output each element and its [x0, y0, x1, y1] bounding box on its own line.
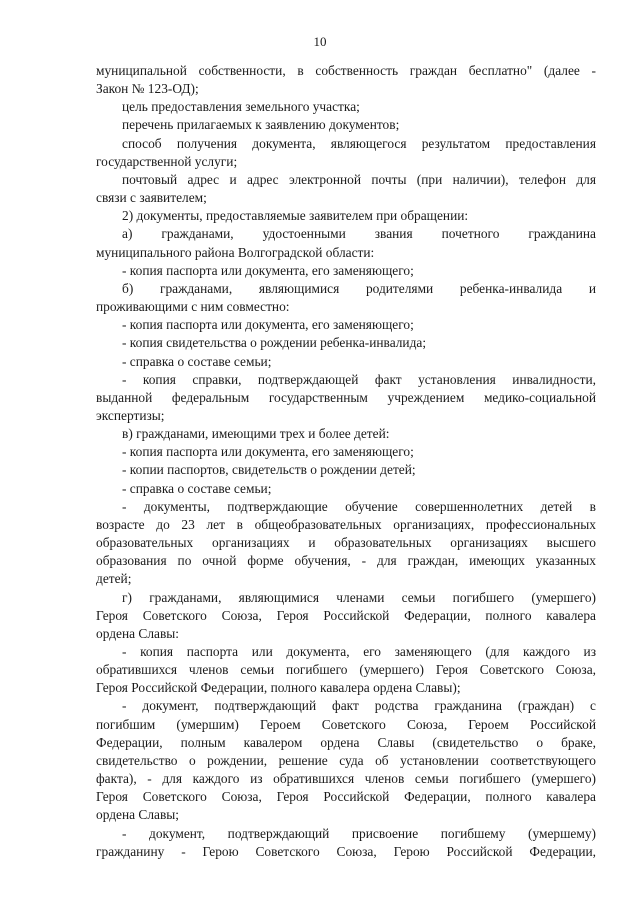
document-body	[96, 62, 596, 861]
text-line: - справка о составе семьи;	[122, 480, 272, 496]
text-line: экспертизы;	[96, 407, 165, 423]
text-line: государственной услуги;	[96, 153, 238, 169]
text-line: цель предоставления земельного участка;	[122, 99, 360, 115]
text-line: проживающими с ним совместно:	[96, 299, 290, 315]
text-line: связи с заявителем;	[96, 190, 207, 206]
text-line: - справка о составе семьи;	[122, 353, 272, 369]
text-line: выданной федеральным государственным учреждением медико-социальной	[96, 389, 596, 405]
text-line: г) гражданами, являющимися членами семьи погибшего (умершего)	[122, 589, 596, 605]
text-line: перечень прилагаемых к заявлению документов;	[122, 117, 400, 133]
text-line: детей;	[96, 571, 132, 587]
text-line: погибшим (умершим) Героем Советского Союза, Героем Российской	[96, 716, 596, 732]
text-line: образовательных организациях и образовательных организациях высшего	[96, 535, 596, 551]
text-line: 2) документы, предоставляемые заявителем при обращении:	[122, 208, 469, 224]
text-line: - копия справки, подтверждающей факт установления инвалидности,	[122, 371, 596, 387]
text-line: в) гражданами, имеющими трех и более детей:	[122, 426, 390, 442]
text-line: ордена Славы;	[96, 807, 180, 823]
page-number: 10	[313, 34, 327, 49]
text-line: а) гражданами, удостоенными звания почетного гражданина	[122, 226, 596, 242]
text-line: - копия паспорта или документа, его заменяющего;	[122, 317, 414, 333]
text-line: муниципальной собственности, в собственность граждан бесплатно" (далее -	[96, 63, 596, 78]
text-line: Героя Российской Федерации, полного кавалера ордена Славы);	[96, 680, 461, 696]
text-line: Героя Советского Союза, Героя Российской Федерации, полного кавалера	[96, 789, 596, 805]
text-line: - копия паспорта или документа, его заменяющего (для каждого из	[122, 644, 596, 659]
text-line: образования по очной форме обучения, - для граждан, имеющих указанных	[96, 553, 596, 569]
text-line: гражданину - Герою Советского Союза, Герою Российской Федерации,	[96, 843, 596, 859]
text-line: муниципального района Волгоградской области:	[96, 244, 375, 260]
text-line: - копия свидетельства о рождении ребенка-инвалида;	[122, 335, 427, 351]
text-line: Закон № 123-ОД);	[96, 81, 199, 97]
text-line: б) гражданами, являющимися родителями ребенка-инвалида и	[122, 280, 596, 296]
text-line: - документы, подтверждающие обучение совершеннолетних детей в	[122, 498, 596, 514]
text-line: почтовый адрес и адрес электронной почты (при наличии), телефон для	[122, 171, 596, 187]
text-line: обратившихся членов семьи погибшего (умершего) Героя Советского Союза,	[96, 662, 596, 678]
text-line: - копии паспортов, свидетельств о рождении детей;	[122, 462, 416, 478]
text-line: ордена Славы:	[96, 625, 180, 641]
text-line: Федерации, полным кавалером ордена Славы (свидетельство о браке,	[96, 734, 596, 750]
text-line: факта), - для каждого из обратившихся членов семьи погибшего (умершего)	[96, 771, 596, 787]
text-line: свидетельство о рождении, решение суда об установлении соответствующего	[96, 752, 596, 768]
text-line: - копия паспорта или документа, его заменяющего;	[122, 262, 414, 278]
text-line: способ получения документа, являющегося результатом предоставления	[122, 135, 596, 151]
text-line: - документ, подтверждающий присвоение погибшему (умершему)	[122, 825, 596, 841]
text-line: - копия паспорта или документа, его заменяющего;	[122, 444, 414, 460]
text-line: - документ, подтверждающий факт родства гражданина (граждан) с	[122, 698, 596, 714]
text-line: Героя Советского Союза, Героя Российской Федерации, полного кавалера	[96, 607, 596, 623]
text-line: возрасте до 23 лет в общеобразовательных организациях, профессиональных	[96, 516, 596, 532]
